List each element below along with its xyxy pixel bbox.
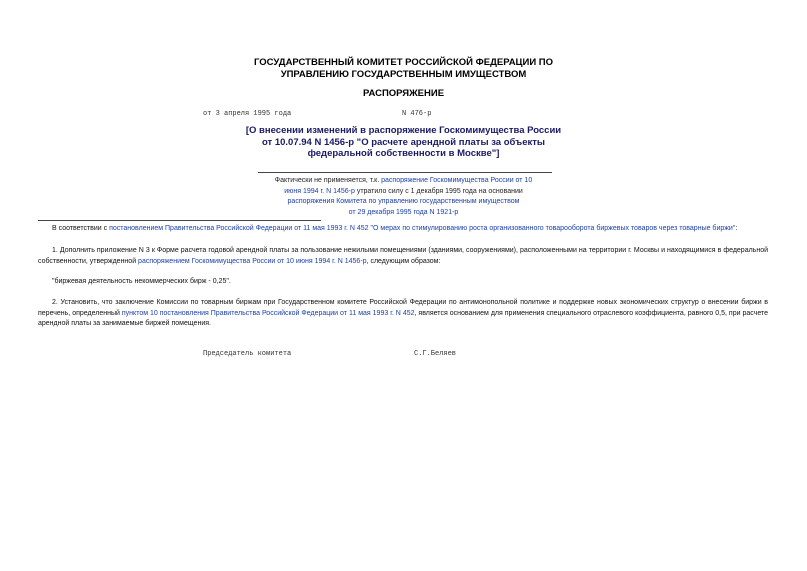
link-resolution-452[interactable]: постановлением Правительства Российской Федерации от 11 мая 1993 г. N 452 "О мерах по стимулированию роста организованного товарооборота биржевых товаров через товарные биржи" xyxy=(109,225,736,232)
status-text-1: Фактически не применяется, т.к. xyxy=(274,177,382,184)
preamble-text-1: В соответствии с xyxy=(52,225,110,232)
status-link-order-1921-cont[interactable]: от 29 декабря 1995 года N 1921-р xyxy=(348,208,459,216)
org-line-2: УПРАВЛЕНИЮ ГОСУДАРСТВЕННЫМ ИМУЩЕСТВОМ xyxy=(280,69,527,80)
paragraph-item-2 xyxy=(38,298,768,330)
link-resolution-452-p10[interactable]: пунктом 10 постановления Правительства Российской Федерации от 11 мая 1993 г. N 452 xyxy=(121,309,415,317)
preamble-text-2: : xyxy=(735,225,738,232)
document-type: РАСПОРЯЖЕНИЕ xyxy=(362,88,445,99)
title-line-3: федеральной собственности в Москве"] xyxy=(307,148,500,159)
quote-text: "биржевая деятельность некоммерческих бирж - 0,25". xyxy=(52,278,231,285)
paragraph-preamble xyxy=(38,224,768,235)
paragraph-item-1 xyxy=(38,246,768,267)
title-line-2: от 10.07.94 N 1456-р "О расчете арендной платы за объекты xyxy=(261,136,546,148)
item-1-text-1: 1. Дополнить приложение N 3 к Форме расчета годовой арендной платы за пользование нежилыми помещениями (зданиями, сооружениями), расположенными на территории г. Москвы и находящимися в федеральной собственности, утвержденной xyxy=(38,247,768,265)
issuing-authority xyxy=(0,57,807,81)
document-number: N 476-р xyxy=(402,110,432,118)
item-2-text-2: , является основанием для применения специального отраслевого коэффициента, равного 0,5, при расчете арендной платы за занимаемые биржей помещения. xyxy=(38,309,768,327)
status-divider xyxy=(258,172,552,173)
status-text-2: утратило силу с 1 декабря 1995 года на основании xyxy=(354,187,523,195)
status-link-order-1921[interactable]: распоряжения Комитета по управлению государственным имуществом xyxy=(287,198,520,205)
status-link-order-1456[interactable]: распоряжение Госкомимущества России от 10 xyxy=(381,177,533,184)
link-order-1456[interactable]: распоряжением Госкомимущества России от 10 июня 1994 г. N 1456-р xyxy=(138,257,367,265)
status-link-order-1456-cont[interactable]: июня 1994 г. N 1456-р xyxy=(284,187,355,195)
item-1-text-2: , следующим образом: xyxy=(366,257,441,265)
signature-name: С.Г.Беляев xyxy=(414,350,457,358)
paragraph-quote xyxy=(38,277,768,288)
document-title xyxy=(0,125,807,160)
item-2-text-1: 2. Установить, что заключение Комиссии по товарным биржам при Государственном комитете Российской Федерации по антимонопольной политике и поддержке новых экономических структур о внесении биржи в перечень, определенный xyxy=(38,299,768,317)
body-divider xyxy=(38,220,321,221)
signature-position: Председатель комитета xyxy=(203,350,292,358)
org-line-1: ГОСУДАРСТВЕННЫЙ КОМИТЕТ РОССИЙСКОЙ ФЕДЕРАЦИИ ПО xyxy=(253,57,554,68)
title-line-1: [О внесении изменений в распоряжение Госкомимущества России xyxy=(245,125,562,136)
document-date: от 3 апреля 1995 года xyxy=(203,110,292,118)
status-note xyxy=(0,176,807,218)
